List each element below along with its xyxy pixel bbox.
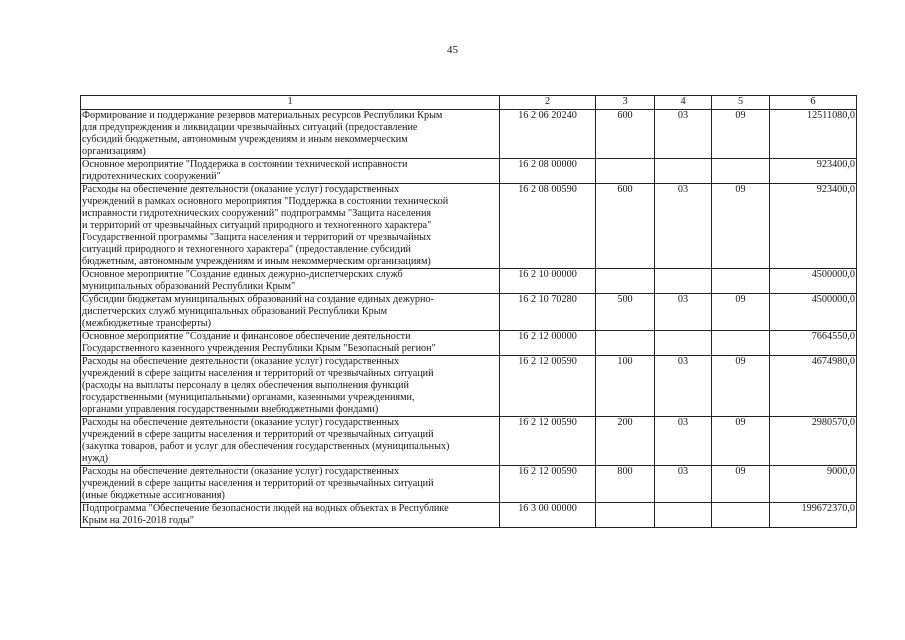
table-row xyxy=(81,269,857,294)
row-section: 03 xyxy=(655,417,712,466)
row-subsection: 09 xyxy=(712,356,770,417)
row-description: Расходы на обеспечение деятельности (оказание услуг) государственных учреждений в сфере защиты населения и территорий от чрезвычайных ситуаций (закупка товаров, работ и услуг для обеспечения государственных (муниципальных) нужд) xyxy=(81,417,500,466)
table-row xyxy=(81,417,857,466)
row-target-code: 16 2 12 00590 xyxy=(500,466,596,503)
row-description: Основное мероприятие "Поддержка в состоянии технической исправности гидротехнических сооружений" xyxy=(81,159,500,184)
row-section: 03 xyxy=(655,184,712,269)
row-amount: 923400,0 xyxy=(770,159,857,184)
row-section xyxy=(655,269,712,294)
row-target-code: 16 2 08 00590 xyxy=(500,184,596,269)
column-header: 5 xyxy=(712,96,770,110)
table-header-row xyxy=(81,96,857,110)
row-amount: 2980570,0 xyxy=(770,417,857,466)
row-description: Расходы на обеспечение деятельности (оказание услуг) государственных учреждений в рамках основного мероприятия "Поддержка в состоянии технической исправности гидротехнических сооружений" подпрограммы "Защита населения и территорий от чрезвычайных ситуаций природного и техногенного характера" Государственной программы "Защита населения и территорий от чрезвычайных ситуаций природного и техногенного характера" (предоставление субсидий бюджетным, автономным учреждениям и иным некоммерческим организациям) xyxy=(81,184,500,269)
row-subsection xyxy=(712,503,770,528)
row-amount: 4674980,0 xyxy=(770,356,857,417)
row-section: 03 xyxy=(655,294,712,331)
row-section xyxy=(655,159,712,184)
row-description: Субсидии бюджетам муниципальных образований на создание единых дежурно- диспетчерских служб муниципальных образований Республики Крым (межбюджетные трансферты) xyxy=(81,294,500,331)
row-description: Расходы на обеспечение деятельности (оказание услуг) государственных учреждений в сфере защиты населения и территорий от чрезвычайных ситуаций (расходы на выплаты персоналу в целях обеспечения выполнения функций государственными (муниципальными) органами, казенными учреждениями, органами управления государственными внебюджетными фондами) xyxy=(81,356,500,417)
row-description: Основное мероприятие "Создание и финансовое обеспечение деятельности Государственного казенного учреждения Республики Крым "Безопасный регион" xyxy=(81,331,500,356)
row-amount: 199672370,0 xyxy=(770,503,857,528)
row-description: Основное мероприятие "Создание единых дежурно-диспетчерских служб муниципальных образований Республики Крым" xyxy=(81,269,500,294)
row-expense-type xyxy=(596,503,655,528)
row-subsection: 09 xyxy=(712,110,770,159)
row-subsection xyxy=(712,269,770,294)
row-expense-type xyxy=(596,159,655,184)
row-expense-type xyxy=(596,331,655,356)
table-row xyxy=(81,110,857,159)
row-expense-type: 600 xyxy=(596,110,655,159)
row-amount: 7664550,0 xyxy=(770,331,857,356)
row-target-code: 16 2 12 00000 xyxy=(500,331,596,356)
table-row xyxy=(81,184,857,269)
row-expense-type: 200 xyxy=(596,417,655,466)
column-header: 4 xyxy=(655,96,712,110)
row-section xyxy=(655,331,712,356)
table-row xyxy=(81,356,857,417)
row-description: Подпрограмма "Обеспечение безопасности людей на водных объектах в Республике Крым на 2016-2018 годы" xyxy=(81,503,500,528)
row-amount: 12511080,0 xyxy=(770,110,857,159)
row-expense-type: 500 xyxy=(596,294,655,331)
column-header: 2 xyxy=(500,96,596,110)
table-row xyxy=(81,159,857,184)
row-target-code: 16 2 06 20240 xyxy=(500,110,596,159)
row-expense-type: 800 xyxy=(596,466,655,503)
page-number: 45 xyxy=(447,44,458,56)
column-header: 1 xyxy=(81,96,500,110)
row-expense-type: 100 xyxy=(596,356,655,417)
table-row xyxy=(81,466,857,503)
row-amount: 4500000,0 xyxy=(770,294,857,331)
row-section: 03 xyxy=(655,356,712,417)
row-subsection xyxy=(712,331,770,356)
table-row xyxy=(81,503,857,528)
row-target-code: 16 2 12 00590 xyxy=(500,356,596,417)
row-subsection: 09 xyxy=(712,466,770,503)
row-section: 03 xyxy=(655,110,712,159)
row-description: Формирование и поддержание резервов материальных ресурсов Республики Крым для предупреждения и ликвидации чрезвычайных ситуаций (предоставление субсидий бюджетным, автономным учреждениям и иным некоммерческим организациям) xyxy=(81,110,500,159)
row-subsection: 09 xyxy=(712,417,770,466)
table-body xyxy=(81,110,857,528)
row-expense-type xyxy=(596,269,655,294)
row-target-code: 16 2 10 70280 xyxy=(500,294,596,331)
row-section xyxy=(655,503,712,528)
row-subsection xyxy=(712,159,770,184)
column-header: 6 xyxy=(770,96,857,110)
row-subsection: 09 xyxy=(712,294,770,331)
row-amount: 923400,0 xyxy=(770,184,857,269)
row-amount: 4500000,0 xyxy=(770,269,857,294)
table-row xyxy=(81,294,857,331)
table-row xyxy=(81,331,857,356)
row-amount: 9000,0 xyxy=(770,466,857,503)
column-header: 3 xyxy=(596,96,655,110)
row-target-code: 16 2 10 00000 xyxy=(500,269,596,294)
row-section: 03 xyxy=(655,466,712,503)
row-target-code: 16 2 12 00590 xyxy=(500,417,596,466)
budget-table xyxy=(80,95,857,528)
row-target-code: 16 3 00 00000 xyxy=(500,503,596,528)
row-expense-type: 600 xyxy=(596,184,655,269)
row-description: Расходы на обеспечение деятельности (оказание услуг) государственных учреждений в сфере защиты населения и территорий от чрезвычайных ситуаций (иные бюджетные ассигнования) xyxy=(81,466,500,503)
row-subsection: 09 xyxy=(712,184,770,269)
row-target-code: 16 2 08 00000 xyxy=(500,159,596,184)
